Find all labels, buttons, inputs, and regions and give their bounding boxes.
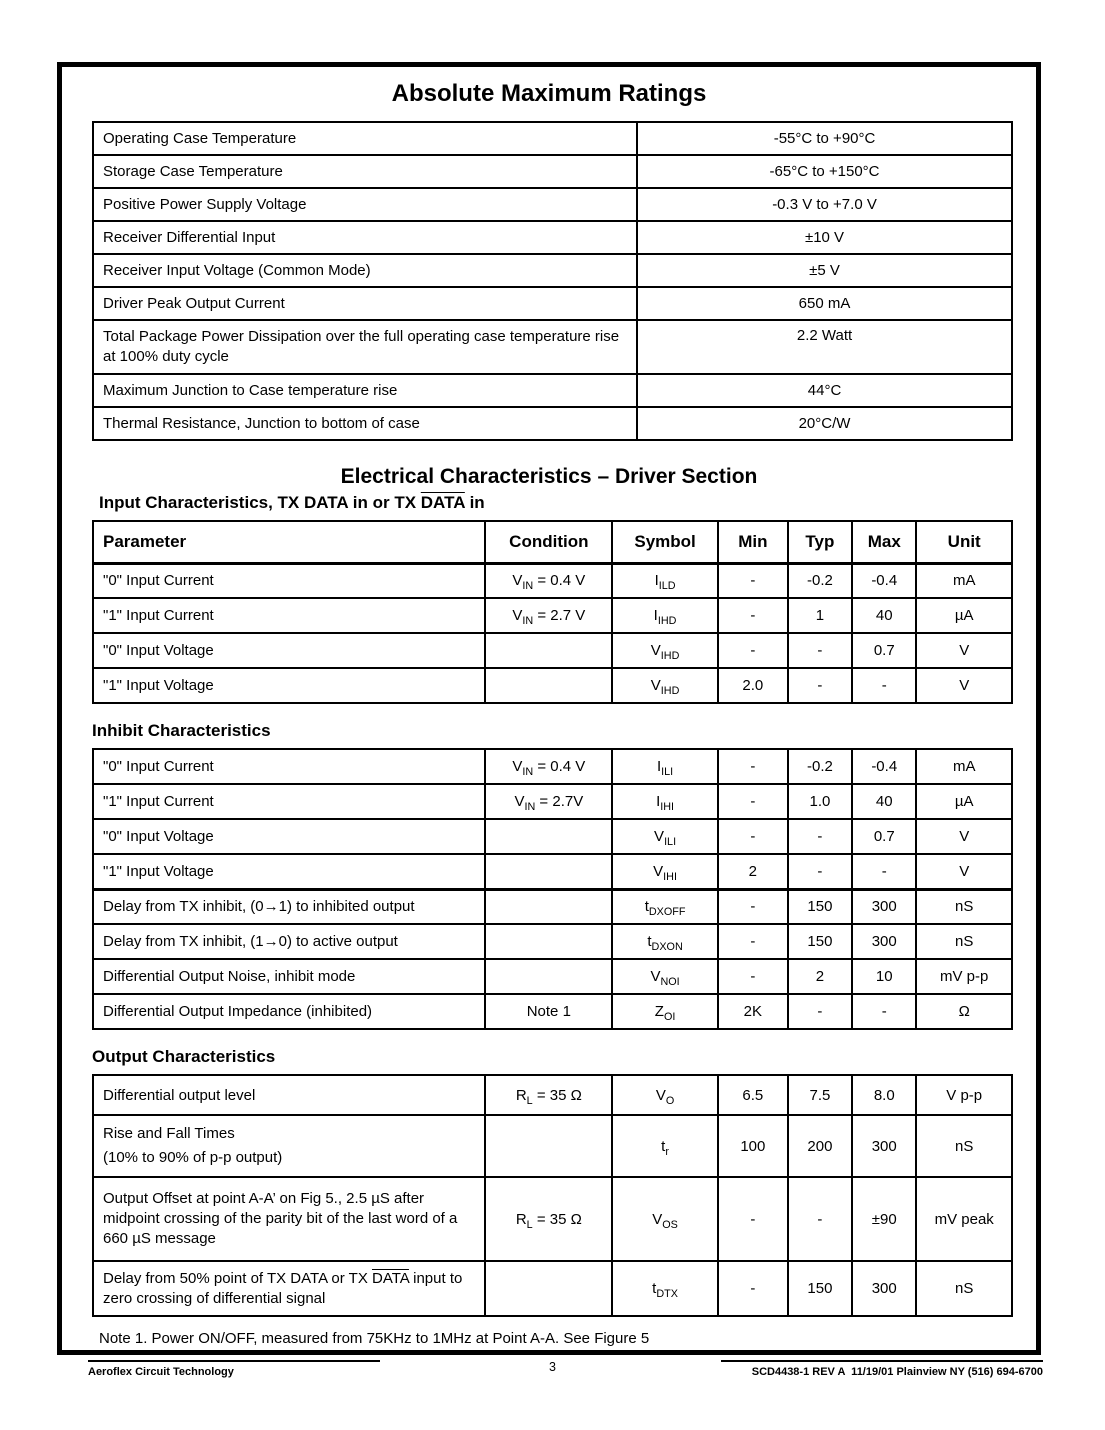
col-header-min: Min	[718, 521, 788, 563]
max-cell: -	[852, 668, 916, 703]
max-cell: ±90	[852, 1177, 916, 1261]
max-cell: -	[852, 994, 916, 1029]
unit-cell: Ω	[916, 994, 1012, 1029]
condition-cell	[485, 924, 612, 959]
footer-company: Aeroflex Circuit Technology	[88, 1360, 380, 1378]
param-cell: Total Package Power Dissipation over the full operating case temperature rise at 100% duty cycle	[93, 320, 637, 374]
typ-cell: -0.2	[788, 563, 852, 598]
table-row	[93, 668, 1012, 703]
value-cell: 44°C	[637, 374, 1012, 407]
param-cell: Receiver Differential Input	[93, 221, 637, 254]
condition-cell	[485, 1115, 612, 1177]
min-cell: -	[718, 598, 788, 633]
footer-page-number: 3	[549, 1360, 556, 1374]
symbol-cell: $I_{IHD}$	[612, 598, 718, 633]
table-row	[93, 598, 1012, 633]
unit-cell: V	[916, 668, 1012, 703]
table-row	[93, 749, 1012, 784]
subsection-heading-output: Output Characteristics	[92, 1047, 276, 1066]
param-cell: "1" Input Voltage	[93, 854, 485, 889]
max-cell: -	[852, 854, 916, 889]
table-row	[93, 889, 1012, 924]
symbol-cell: $t_r$	[612, 1115, 718, 1177]
col-header-max: Max	[852, 521, 916, 563]
symbol-cell: $I_{ILI}$	[612, 749, 718, 784]
max-cell: 40	[852, 784, 916, 819]
header-row	[93, 521, 1012, 563]
condition-cell	[485, 668, 612, 703]
max-cell: 0.7	[852, 819, 916, 854]
max-cell: 300	[852, 889, 916, 924]
param-cell: Positive Power Supply Voltage	[93, 188, 637, 221]
overlined-data-label: DATA	[372, 1269, 409, 1287]
table-row	[93, 254, 1012, 287]
absolute-maximum-ratings-table	[92, 121, 1013, 441]
condition-cell: $V_{IN} = 0.4$ V	[485, 749, 612, 784]
param-cell: "0" Input Current	[93, 749, 485, 784]
table-row	[93, 854, 1012, 889]
typ-cell: 150	[788, 1261, 852, 1316]
condition-cell	[485, 819, 612, 854]
symbol-cell: $t_{DXOFF}$	[612, 889, 718, 924]
unit-cell: V	[916, 819, 1012, 854]
param-cell: "1" Input Current	[93, 598, 485, 633]
typ-cell: -0.2	[788, 749, 852, 784]
table-row	[93, 994, 1012, 1029]
page-title: Absolute Maximum Ratings	[391, 80, 707, 107]
unit-cell: V p-p	[916, 1075, 1012, 1115]
param-cell: "0" Input Current	[93, 563, 485, 598]
min-cell: 6.5	[718, 1075, 788, 1115]
min-cell: -	[718, 924, 788, 959]
symbol-cell: $t_{DTX}$	[612, 1261, 718, 1316]
symbol-cell: $I_{ILD}$	[612, 563, 718, 598]
overlined-data-label: DATA	[420, 493, 465, 512]
value-cell: 650 mA	[637, 287, 1012, 320]
max-cell: 0.7	[852, 633, 916, 668]
param-cell: Thermal Resistance, Junction to bottom of case	[93, 407, 637, 440]
condition-cell	[485, 889, 612, 924]
condition-cell: $V_{IN} = 2.7$ V	[485, 598, 612, 633]
inhibit-characteristics-table	[92, 748, 1013, 1030]
table-row	[93, 320, 1012, 374]
max-cell: -0.4	[852, 749, 916, 784]
value-cell: 20°C/W	[637, 407, 1012, 440]
symbol-cell: $V_{IHD}$	[612, 668, 718, 703]
table-row	[93, 784, 1012, 819]
col-header-parameter: Parameter	[93, 521, 485, 563]
max-cell: 300	[852, 924, 916, 959]
symbol-cell: $V_{ILI}$	[612, 819, 718, 854]
min-cell: -	[718, 959, 788, 994]
condition-cell: $V_{IN} = 0.4$ V	[485, 563, 612, 598]
param-cell: Driver Peak Output Current	[93, 287, 637, 320]
max-cell: -0.4	[852, 563, 916, 598]
max-cell: 40	[852, 598, 916, 633]
min-cell: 2.0	[718, 668, 788, 703]
symbol-cell: $I_{IHI}$	[612, 784, 718, 819]
table-row	[93, 221, 1012, 254]
unit-cell: mV peak	[916, 1177, 1012, 1261]
max-cell: 300	[852, 1115, 916, 1177]
col-header-symbol: Symbol	[612, 521, 718, 563]
value-cell: 2.2 Watt	[637, 320, 1012, 374]
param-cell: Receiver Input Voltage (Common Mode)	[93, 254, 637, 287]
min-cell: -	[718, 1261, 788, 1316]
typ-cell: 150	[788, 889, 852, 924]
typ-cell: -	[788, 854, 852, 889]
unit-cell: mA	[916, 749, 1012, 784]
param-cell: "0" Input Voltage	[93, 633, 485, 668]
unit-cell: mV p-p	[916, 959, 1012, 994]
value-cell: -0.3 V to +7.0 V	[637, 188, 1012, 221]
table-row	[93, 1261, 1012, 1316]
table-row	[93, 819, 1012, 854]
col-header-unit: Unit	[916, 521, 1012, 563]
min-cell: -	[718, 819, 788, 854]
output-characteristics-table	[92, 1074, 1013, 1317]
table-row	[93, 1115, 1012, 1177]
unit-cell: nS	[916, 924, 1012, 959]
col-header-typ: Typ	[788, 521, 852, 563]
table-row	[93, 1177, 1012, 1261]
symbol-cell: $Z_{OI}$	[612, 994, 718, 1029]
typ-cell: 1.0	[788, 784, 852, 819]
value-cell: -55°C to +90°C	[637, 122, 1012, 155]
typ-cell: 2	[788, 959, 852, 994]
unit-cell: V	[916, 633, 1012, 668]
min-cell: -	[718, 633, 788, 668]
min-cell: -	[718, 784, 788, 819]
max-cell: 300	[852, 1261, 916, 1316]
condition-cell	[485, 633, 612, 668]
unit-cell: µA	[916, 598, 1012, 633]
min-cell: 2	[718, 854, 788, 889]
col-header-condition: Condition	[485, 521, 612, 563]
table-row	[93, 924, 1012, 959]
footer-docinfo: SCD4438-1 REV A 11/19/01 Plainview NY (516) 694-6700	[721, 1360, 1043, 1378]
param-cell: Operating Case Temperature	[93, 122, 637, 155]
param-cell: "1" Input Current	[93, 784, 485, 819]
min-cell: -	[718, 889, 788, 924]
min-cell: -	[718, 1177, 788, 1261]
table-row	[93, 122, 1012, 155]
param-cell: Differential Output Impedance (inhibited)	[93, 994, 485, 1029]
condition-cell	[485, 1261, 612, 1316]
value-cell: -65°C to +150°C	[637, 155, 1012, 188]
value-cell: ±10 V	[637, 221, 1012, 254]
table-row	[93, 287, 1012, 320]
symbol-cell: $V_O$	[612, 1075, 718, 1115]
param-cell: Delay from 50% point of TX DATA or TX DATA input to zero crossing of differential signal	[93, 1261, 485, 1316]
input-characteristics-table	[92, 520, 1013, 704]
unit-cell: nS	[916, 1115, 1012, 1177]
condition-cell: $R_L = 35$ Ω	[485, 1075, 612, 1115]
max-cell: 8.0	[852, 1075, 916, 1115]
table-row	[93, 633, 1012, 668]
symbol-cell: $t_{DXON}$	[612, 924, 718, 959]
unit-cell: µA	[916, 784, 1012, 819]
typ-cell: -	[788, 1177, 852, 1261]
min-cell: 2K	[718, 994, 788, 1029]
condition-cell: $R_L = 35$ Ω	[485, 1177, 612, 1261]
condition-cell: Note 1	[485, 994, 612, 1029]
typ-cell: -	[788, 994, 852, 1029]
param-cell: Rise and Fall Times (10% to 90% of p-p output)	[93, 1115, 485, 1177]
param-cell: Delay from TX inhibit, (0→1) to inhibited output	[93, 889, 485, 924]
param-cell: Delay from TX inhibit, (1→0) to active output	[93, 924, 485, 959]
param-cell: "0" Input Voltage	[93, 819, 485, 854]
param-cell: Storage Case Temperature	[93, 155, 637, 188]
min-cell: -	[718, 563, 788, 598]
typ-cell: 200	[788, 1115, 852, 1177]
table-row	[93, 374, 1012, 407]
subhead-text: Input Characteristics, TX DATA in or TX	[99, 493, 421, 512]
symbol-cell: $V_{OS}$	[612, 1177, 718, 1261]
section-title-driver: Electrical Characteristics – Driver Section	[340, 465, 758, 488]
typ-cell: -	[788, 633, 852, 668]
unit-cell: V	[916, 854, 1012, 889]
symbol-cell: $V_{IHI}$	[612, 854, 718, 889]
table-row	[93, 188, 1012, 221]
subsection-heading-inhibit: Inhibit Characteristics	[92, 721, 271, 740]
min-cell: -	[718, 749, 788, 784]
typ-cell: -	[788, 819, 852, 854]
page-frame	[57, 62, 1041, 1355]
table-row	[93, 563, 1012, 598]
condition-cell	[485, 959, 612, 994]
condition-cell	[485, 854, 612, 889]
subsection-heading-input	[99, 493, 1006, 513]
value-cell: ±5 V	[637, 254, 1012, 287]
table-row	[93, 407, 1012, 440]
param-cell: Maximum Junction to Case temperature rise	[93, 374, 637, 407]
typ-cell: -	[788, 668, 852, 703]
min-cell: 100	[718, 1115, 788, 1177]
unit-cell: nS	[916, 1261, 1012, 1316]
param-cell: Output Offset at point A-A’ on Fig 5., 2.5 µS after midpoint crossing of the parity bit of the last word of a 660 µS message	[93, 1177, 485, 1261]
table-row	[93, 1075, 1012, 1115]
param-cell: Differential Output Noise, inhibit mode	[93, 959, 485, 994]
param-cell: Differential output level	[93, 1075, 485, 1115]
typ-cell: 1	[788, 598, 852, 633]
table-row	[93, 155, 1012, 188]
typ-cell: 150	[788, 924, 852, 959]
symbol-cell: $V_{IHD}$	[612, 633, 718, 668]
condition-cell: $V_{IN} = 2.7V$	[485, 784, 612, 819]
max-cell: 10	[852, 959, 916, 994]
table-row	[93, 959, 1012, 994]
param-cell: "1" Input Voltage	[93, 668, 485, 703]
subhead-text: in	[464, 493, 485, 512]
unit-cell: mA	[916, 563, 1012, 598]
symbol-cell: $V_{NOI}$	[612, 959, 718, 994]
typ-cell: 7.5	[788, 1075, 852, 1115]
unit-cell: nS	[916, 889, 1012, 924]
note-text: Note 1. Power ON/OFF, measured from 75KHz to 1MHz at Point A-A. See Figure 5	[99, 1330, 650, 1347]
